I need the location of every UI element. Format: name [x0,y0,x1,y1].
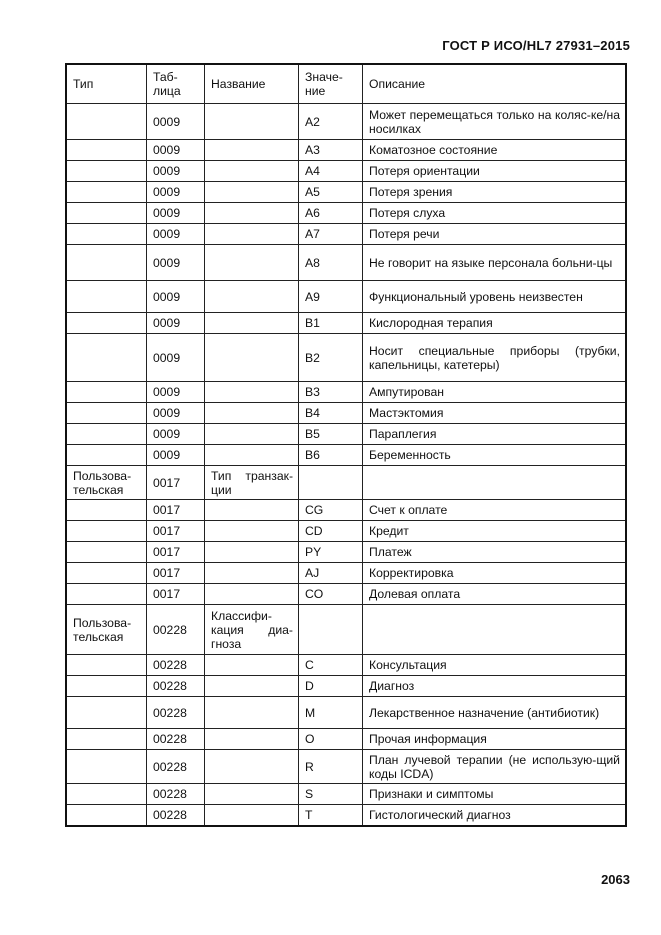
cell-description [363,605,627,655]
cell-table: 0009 [147,104,205,140]
table-row [66,605,626,655]
cell-type: Пользова-тельская [66,605,147,655]
cell-table: 0009 [147,245,205,281]
cell-description: Признаки и симптомы [363,784,627,805]
cell-description: Консультация [363,655,627,676]
cell-name [205,182,299,203]
cell-value: B6 [299,445,363,466]
table-row [66,313,626,334]
cell-value: A3 [299,140,363,161]
codes-table [65,63,627,827]
cell-table: 0009 [147,281,205,313]
cell-description: Функциональный уровень неизвестен [363,281,627,313]
cell-value: B4 [299,403,363,424]
cell-name [205,224,299,245]
cell-value [299,605,363,655]
cell-name [205,784,299,805]
cell-value: A4 [299,161,363,182]
cell-table: 00228 [147,676,205,697]
cell-type [66,382,147,403]
cell-name [205,245,299,281]
cell-name: Тип транзак-ции [205,466,299,500]
table-row [66,563,626,584]
table-row [66,281,626,313]
cell-name [205,104,299,140]
cell-type [66,313,147,334]
cell-description [363,466,627,500]
table-row [66,697,626,729]
cell-type [66,784,147,805]
cell-type [66,584,147,605]
cell-table: 00228 [147,605,205,655]
cell-type [66,521,147,542]
cell-value: R [299,750,363,784]
cell-value: A7 [299,224,363,245]
col-header-name: Название [205,64,299,104]
cell-description: Диагноз [363,676,627,697]
cell-name [205,140,299,161]
cell-description: Ампутирован [363,382,627,403]
cell-description: Лекарственное назначение (антибиотик) [363,697,627,729]
cell-type [66,500,147,521]
table-row [66,542,626,563]
table-row [66,224,626,245]
cell-description: Потеря ориентации [363,161,627,182]
cell-type [66,140,147,161]
table-row [66,104,626,140]
cell-description: Счет к оплате [363,500,627,521]
cell-description: Потеря речи [363,224,627,245]
cell-table: 0017 [147,521,205,542]
cell-name [205,313,299,334]
cell-description: Платеж [363,542,627,563]
cell-table: 00228 [147,697,205,729]
cell-value: A2 [299,104,363,140]
cell-type [66,542,147,563]
cell-table: 0009 [147,161,205,182]
table-row [66,245,626,281]
cell-value: CD [299,521,363,542]
table-row [66,805,626,827]
page-number: 2063 [601,872,630,887]
table-header-row [66,64,626,104]
col-header-table-text: Таб- лица [153,70,181,98]
cell-name [205,521,299,542]
cell-value: A9 [299,281,363,313]
col-header-type: Тип [66,64,147,104]
cell-description: Мастэктомия [363,403,627,424]
cell-type [66,334,147,382]
cell-name [205,584,299,605]
cell-name [205,203,299,224]
cell-table: 0017 [147,466,205,500]
cell-description: Прочая информация [363,729,627,750]
cell-type [66,445,147,466]
cell-value: S [299,784,363,805]
table-row [66,203,626,224]
cell-value: B1 [299,313,363,334]
cell-description: План лучевой терапии (не использую-щий коды ICDA) [363,750,627,784]
cell-description: Кислородная терапия [363,313,627,334]
cell-table: 00228 [147,784,205,805]
table-row [66,424,626,445]
table-row [66,676,626,697]
cell-type [66,655,147,676]
cell-table: 0009 [147,445,205,466]
cell-table: 0017 [147,542,205,563]
cell-value [299,466,363,500]
cell-value: CO [299,584,363,605]
table-row [66,161,626,182]
cell-type [66,729,147,750]
cell-table: 0009 [147,382,205,403]
cell-type [66,563,147,584]
cell-name [205,334,299,382]
cell-type [66,805,147,827]
cell-table: 0009 [147,140,205,161]
cell-description: Корректировка [363,563,627,584]
cell-description: Носит специальные приборы (трубки, капельницы, катетеры) [363,334,627,382]
cell-table: 0009 [147,424,205,445]
cell-name [205,403,299,424]
cell-table: 0009 [147,334,205,382]
cell-name [205,805,299,827]
cell-table: 0009 [147,313,205,334]
cell-name [205,750,299,784]
cell-description: Потеря слуха [363,203,627,224]
cell-value: D [299,676,363,697]
cell-table: 0009 [147,182,205,203]
cell-name [205,500,299,521]
cell-name [205,281,299,313]
table-row [66,729,626,750]
cell-description: Долевая оплата [363,584,627,605]
cell-type [66,403,147,424]
table-row [66,500,626,521]
col-header-description: Описание [363,64,627,104]
table-row [66,521,626,542]
table-row [66,182,626,203]
cell-type [66,203,147,224]
cell-description: Может перемещаться только на коляс-ке/на носилках [363,104,627,140]
cell-description: Гистологический диагноз [363,805,627,827]
cell-description: Коматозное состояние [363,140,627,161]
cell-value: A8 [299,245,363,281]
cell-name [205,697,299,729]
cell-value: AJ [299,563,363,584]
table-row [66,445,626,466]
cell-name [205,445,299,466]
table-row [66,334,626,382]
cell-name [205,161,299,182]
cell-name [205,676,299,697]
cell-type [66,161,147,182]
cell-name [205,382,299,403]
cell-description: Не говорит на языке персонала больни-цы [363,245,627,281]
cell-value: O [299,729,363,750]
cell-value: B5 [299,424,363,445]
cell-name [205,729,299,750]
table-row [66,403,626,424]
cell-value: B3 [299,382,363,403]
cell-table: 0017 [147,563,205,584]
table-row [66,140,626,161]
cell-value: B2 [299,334,363,382]
cell-description: Кредит [363,521,627,542]
cell-description: Беременность [363,445,627,466]
cell-value: M [299,697,363,729]
col-header-value-text: Значе- ние [305,70,343,98]
table-row [66,750,626,784]
cell-table: 0017 [147,500,205,521]
cell-name: Классифи-кация диа-гноза [205,605,299,655]
document-header: ГОСТ Р ИСО/HL7 27931–2015 [442,38,630,53]
cell-type [66,676,147,697]
col-header-value [299,64,363,104]
cell-name [205,655,299,676]
cell-type [66,424,147,445]
table-row [66,655,626,676]
cell-table: 0009 [147,403,205,424]
cell-type [66,245,147,281]
cell-table: 0009 [147,224,205,245]
table-body [66,104,626,827]
cell-value: CG [299,500,363,521]
cell-type [66,750,147,784]
table-row [66,382,626,403]
cell-table: 00228 [147,655,205,676]
cell-type [66,224,147,245]
cell-value: T [299,805,363,827]
cell-table: 00228 [147,805,205,827]
cell-type [66,697,147,729]
cell-value: A6 [299,203,363,224]
cell-value: PY [299,542,363,563]
table-row [66,466,626,500]
cell-value: C [299,655,363,676]
cell-table: 0009 [147,203,205,224]
cell-name [205,542,299,563]
table-row [66,584,626,605]
cell-description: Параплегия [363,424,627,445]
cell-description: Потеря зрения [363,182,627,203]
cell-name [205,563,299,584]
cell-type [66,281,147,313]
table-row [66,784,626,805]
cell-table: 0017 [147,584,205,605]
cell-table: 00228 [147,729,205,750]
cell-type: Пользова-тельская [66,466,147,500]
col-header-table [147,64,205,104]
cell-name [205,424,299,445]
cell-table: 00228 [147,750,205,784]
cell-type [66,182,147,203]
cell-type [66,104,147,140]
cell-value: A5 [299,182,363,203]
